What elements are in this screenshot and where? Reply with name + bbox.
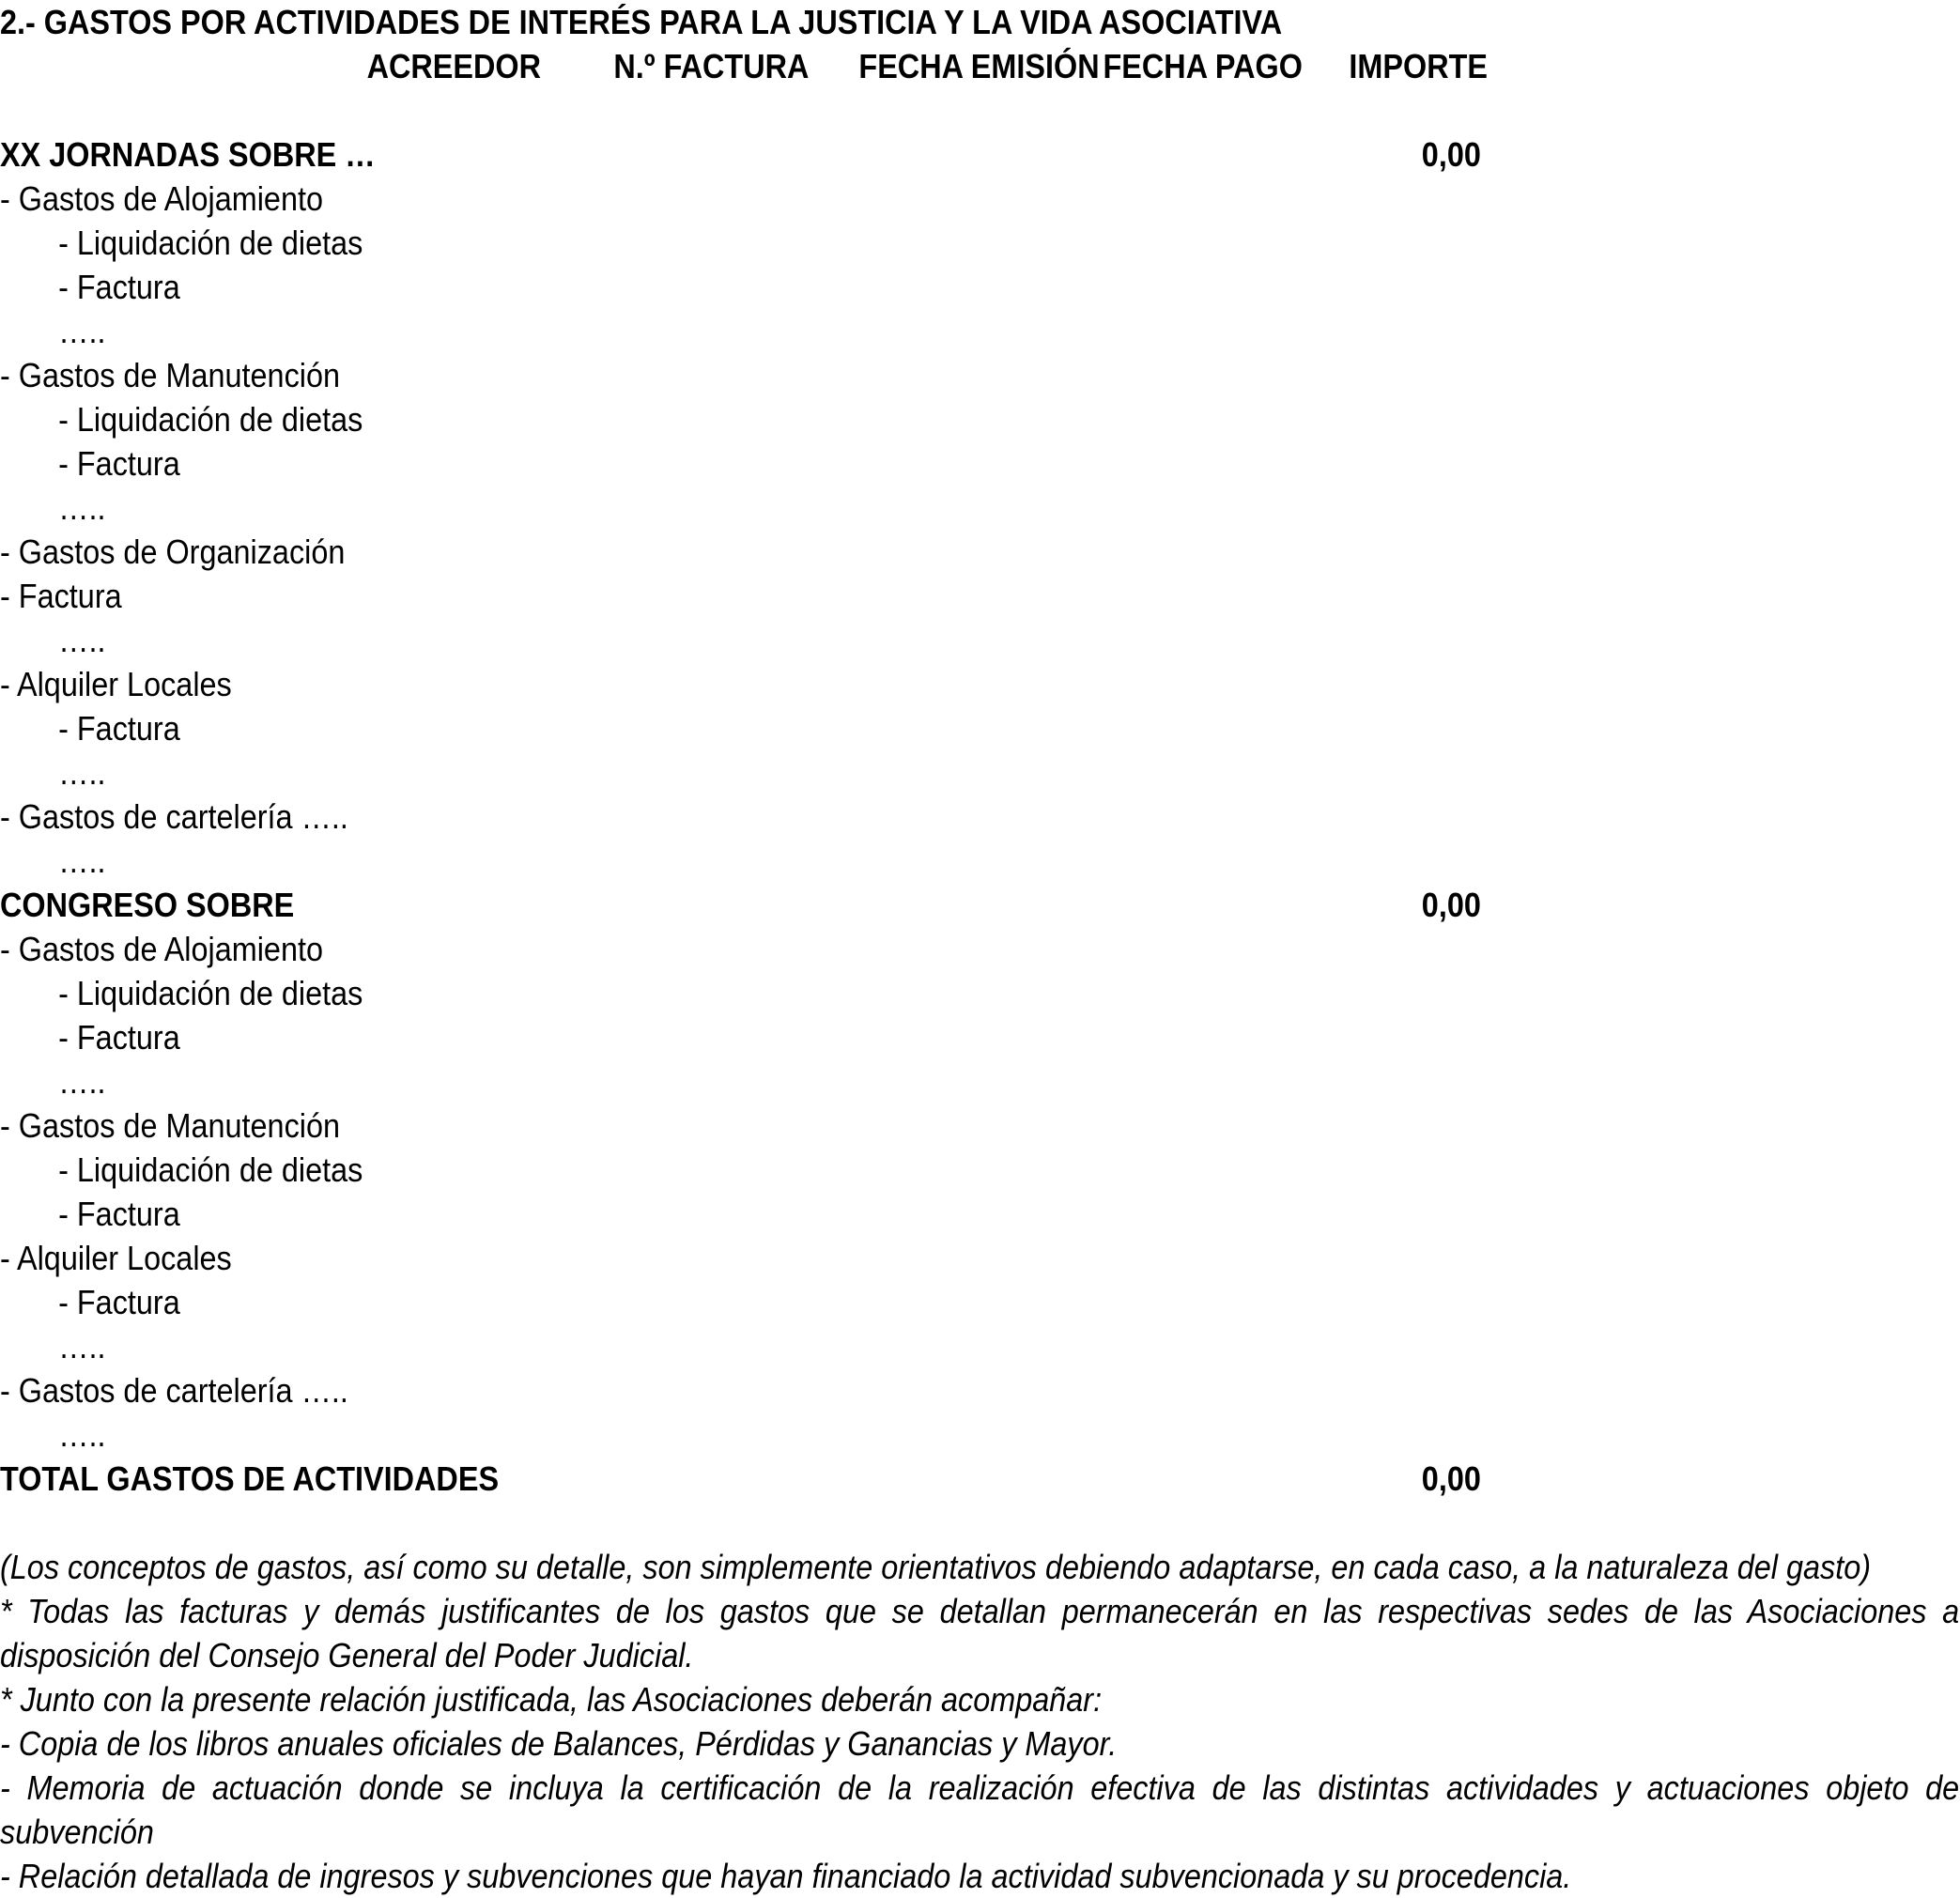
column-header-importe: IMPORTE xyxy=(1349,47,1489,85)
list-item: - Factura xyxy=(58,268,180,306)
list-item: - Alquiler Locales xyxy=(0,665,232,703)
note-acompanar: * Junto con la presente relación justificada, las Asociaciones deberán acompañar: xyxy=(0,1680,1103,1719)
note-relacion-ingresos: - Relación detallada de ingresos y subvenciones que hayan financiado la actividad subvencionada y su procedencia. xyxy=(0,1857,1572,1895)
list-item: - Factura xyxy=(0,577,122,615)
list-item-ellipsis: ….. xyxy=(58,488,106,527)
list-item: - Gastos de Manutención xyxy=(0,356,341,394)
list-item: - Liquidación de dietas xyxy=(58,400,363,439)
column-header-acreedor: ACREEDOR xyxy=(366,47,542,85)
list-item: - Liquidación de dietas xyxy=(58,224,363,262)
column-header-fecha-pago: FECHA PAGO xyxy=(1103,47,1303,85)
list-item-ellipsis: ….. xyxy=(58,1062,106,1101)
list-item: - Gastos de Alojamiento xyxy=(0,930,323,968)
note-memoria-line1: - Memoria de actuación donde se incluya la certificación de la realización efectiva de las distintas actividades y actuaciones objeto de xyxy=(0,1768,1960,1807)
document-title: 2.- GASTOS POR ACTIVIDADES DE INTERÉS PARA LA JUSTICIA Y LA VIDA ASOCIATIVA xyxy=(0,3,1283,41)
list-item: - Factura xyxy=(58,1283,180,1321)
note-facturas-line2: disposición del Consejo General del Poder Judicial. xyxy=(0,1636,694,1674)
list-item: - Gastos de Organización xyxy=(0,532,346,571)
note-facturas-line1: * Todas las facturas y demás justificantes de los gastos que se detallan permanecerán en las respectivas sedes de las Asociaciones a xyxy=(0,1592,1960,1630)
list-item: - Alquiler Locales xyxy=(0,1239,232,1277)
section-heading-jornadas: XX JORNADAS SOBRE … xyxy=(0,135,376,174)
total-amount: 0,00 xyxy=(1421,1459,1481,1498)
list-item-ellipsis: ….. xyxy=(58,312,106,350)
note-orientativos: (Los conceptos de gastos, así como su detalle, son simplemente orientativos debiendo adaptarse, en cada caso, a la naturaleza del gasto) xyxy=(0,1548,1872,1586)
column-header-fecha-emision: FECHA EMISIÓN xyxy=(858,47,1100,85)
section-amount-congreso: 0,00 xyxy=(1421,886,1481,924)
list-item: - Factura xyxy=(58,709,180,748)
list-item-ellipsis: ….. xyxy=(58,841,106,880)
list-item: - Factura xyxy=(58,1195,180,1233)
list-item-ellipsis: ….. xyxy=(58,1415,106,1454)
list-item: - Gastos de Manutención xyxy=(0,1106,341,1145)
section-amount-jornadas: 0,00 xyxy=(1421,135,1481,174)
list-item-ellipsis: ….. xyxy=(58,621,106,659)
list-item-ellipsis: ….. xyxy=(58,753,106,792)
total-label: TOTAL GASTOS DE ACTIVIDADES xyxy=(0,1459,500,1498)
list-item: - Factura xyxy=(58,1018,180,1057)
list-item: - Liquidación de dietas xyxy=(58,974,363,1012)
list-item: - Gastos de Alojamiento xyxy=(0,179,323,218)
list-item-ellipsis: ….. xyxy=(58,1327,106,1366)
note-copia-libros: - Copia de los libros anuales oficiales de Balances, Pérdidas y Ganancias y Mayor. xyxy=(0,1724,1118,1763)
list-item: - Liquidación de dietas xyxy=(58,1150,363,1189)
list-item: - Gastos de cartelería ….. xyxy=(0,1371,348,1410)
list-item: - Factura xyxy=(58,444,180,483)
section-heading-congreso: CONGRESO SOBRE xyxy=(0,886,295,924)
list-item: - Gastos de cartelería ….. xyxy=(0,797,348,836)
column-header-factura: N.º FACTURA xyxy=(613,47,810,85)
note-memoria-line2: subvención xyxy=(0,1813,154,1851)
